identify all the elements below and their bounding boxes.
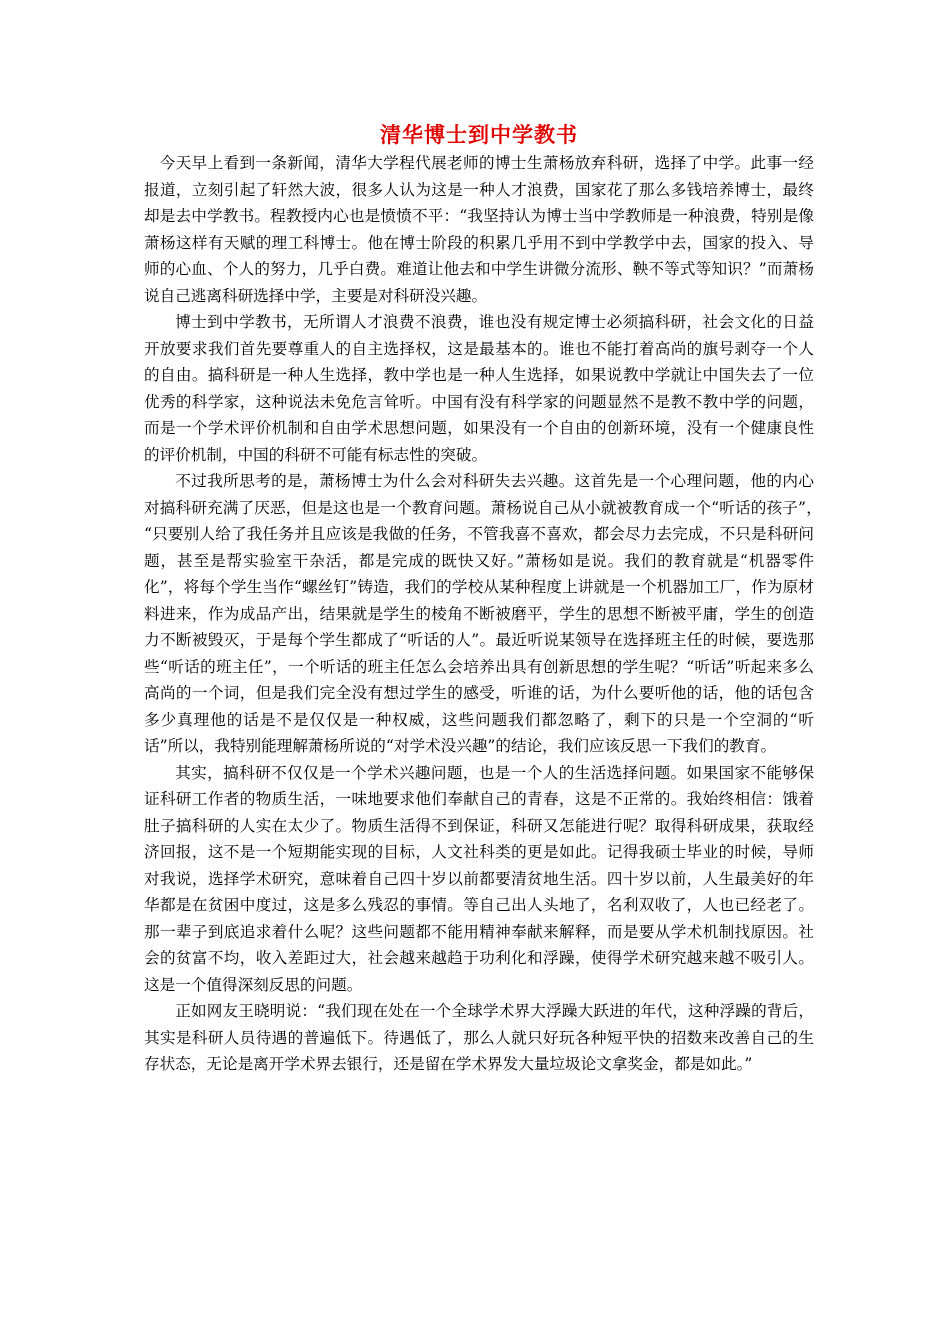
document-title: 清华博士到中学教书: [380, 123, 578, 147]
paragraph-4: 其实，搞科研不仅仅是一个学术兴趣问题，也是一个人的生活选择问题。如果国家不能够保证科研工作者的物质生活，一味地要求他们奉献自己的青春，这是不正常的。我始终相信：饿着肚子搞科研的人实在太少了。物质生活得不到保证，科研又怎能进行呢？取得科研成果，获取经济回报，这不是一个短期能实现的目标，人文社科类的更是如此。记得我硕士毕业的时候，导师对我说，选择学术研究，意味着自己四十岁以前都要清贫地生活。四十岁以前，人生最美好的年华都是在贫困中度过，这是多么残忍的事情。等自己出人头地了，名利双收了，人也已经老了。那一辈子到底追求着什么呢？这些问题都不能用精神奉献来解释，而是要从学术机制找原因。社会的贫富不均，收入差距过大，社会越来越趋于功利化和浮躁，使得学术研究越来越不吸引人。这是一个值得深刻反思的问题。: [144, 763, 814, 994]
document-page: [144, 120, 830, 1078]
document-body: [144, 150, 830, 1078]
paragraph-1: 今天早上看到一条新闻，清华大学程代展老师的博士生萧杨放弃科研，选择了中学。此事一经报道，立刻引起了轩然大波，很多人认为这是一种人才浪费，国家花了那么多钱培养博士，最终却是去中学教书。程教授内心也是愤愤不平：“我坚持认为博士当中学教师是一种浪费，特别是像萧杨这样有天赋的理工科博士。他在博士阶段的积累几乎用不到中学教学中去，国家的投入、导师的心血、个人的努力，几乎白费。难道让他去和中学生讲微分流形、鞅不等式等知识？”而萧杨说自己逃离科研选择中学，主要是对科研没兴趣。: [144, 154, 814, 305]
paragraph-2: 博士到中学教书，无所谓人才浪费不浪费，谁也没有规定博士必须搞科研，社会文化的日益开放要求我们首先要尊重人的自主选择权，这是最基本的。谁也不能打着高尚的旗号剥夺一个人的自由。搞科研是一种人生选择，教中学也是一种人生选择，如果说教中学就让中国失去了一位优秀的科学家，这种说法未免危言耸听。中国有没有科学家的问题显然不是教不教中学的问题，而是一个学术评价机制和自由学术思想问题，如果没有一个自由的创新环境，没有一个健康良性的评价机制，中国的科研不可能有标志性的突破。: [144, 313, 814, 464]
paragraph-3: 不过我所思考的是，萧杨博士为什么会对科研失去兴趣。这首先是一个心理问题，他的内心对搞科研充满了厌恶，但是这也是一个教育问题。萧杨说自己从小就被教育成一个“听话的孩子”， “只要别人给了我任务并且应该是我做的任务，不管我喜不喜欢，都会尽力去完成，不只是科研问题，甚至是帮实验室干杂活，都是完成的既快又好。”萧杨如是说。我们的教育就是“机器零件化”，将每个学生当作“螺丝钉”铸造，我们的学校从某种程度上讲就是一个机器加工厂，作为原材料进来，作为成品产出，结果就是学生的棱角不断被磨平，学生的思想不断被平庸，学生的创造力不断被毁灭，于是每个学生都成了“听话的人”。最近听说某领导在选择班主任的时候，要选那些“听话的班主任”，一个听话的班主任怎么会培养出具有创新思想的学生呢？“听话”听起来多么高尚的一个词，但是我们完全没有想过学生的感受，听谁的话，为什么要听他的话，他的话包含多少真理他的话是不是仅仅是一种权威，这些问题我们都忽略了，剩下的只是一个空洞的“听话”所以，我特别能理解萧杨所说的“对学术没兴趣”的结论，我们应该反思一下我们的教育。: [144, 472, 830, 755]
paragraph-5: 正如网友王晓明说：“我们现在处在一个全球学术界大浮躁大跃进的年代，这种浮躁的背后，其实是科研人员待遇的普遍低下。待遇低了，那么人就只好玩各种短平快的招数来改善自己的生存状态，无论是离开学术界去银行，还是留在学术界发大量垃圾论文拿奖金，都是如此。”: [144, 1002, 814, 1073]
